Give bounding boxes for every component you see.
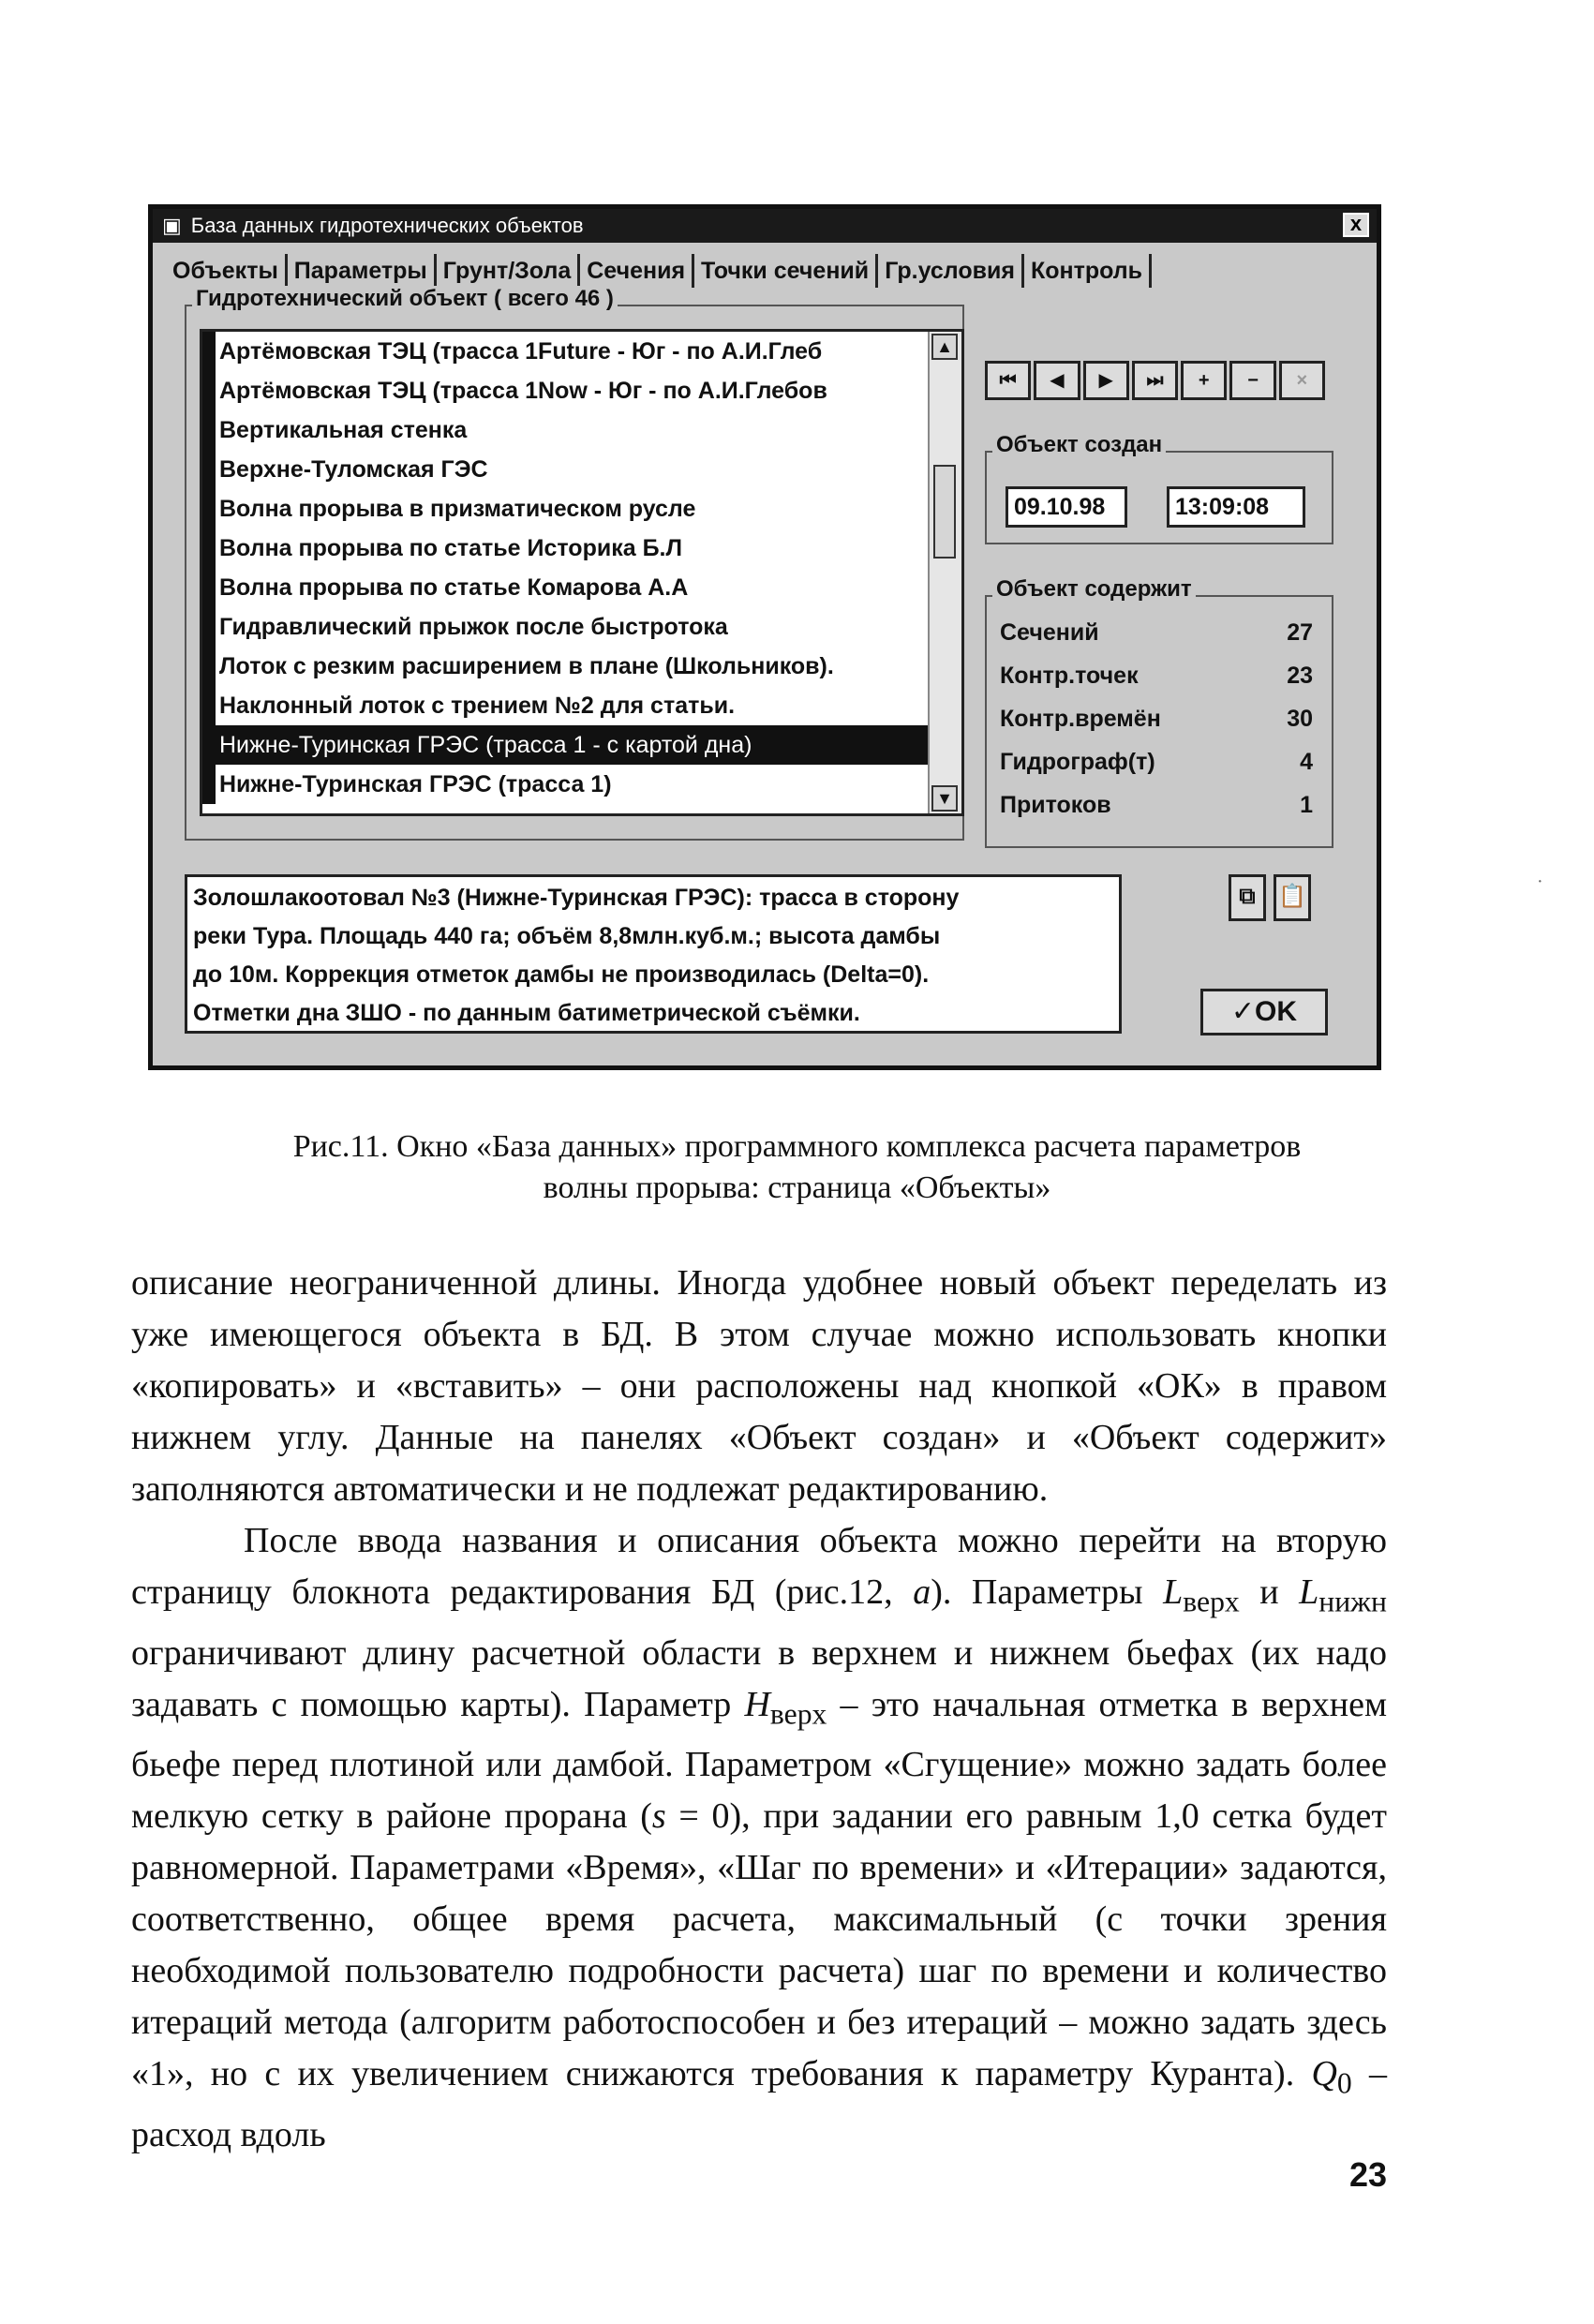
- tab-parameters[interactable]: Параметры: [288, 254, 437, 288]
- list-item[interactable]: Артёмовская ТЭЦ (трасса 1Future - Юг - по А.И.Глеб: [202, 332, 930, 371]
- first-record-button[interactable]: ⏮: [985, 361, 1031, 400]
- object-created-group: [985, 432, 1333, 544]
- body-text: [131, 1258, 1387, 2161]
- tab-objects[interactable]: Объекты: [166, 254, 288, 288]
- database-window: [148, 204, 1381, 1070]
- delete-record-button[interactable]: −: [1229, 361, 1275, 400]
- list-item[interactable]: Верхне-Туломская ГЭС: [202, 450, 930, 489]
- objects-listbox[interactable]: [200, 329, 964, 816]
- stat-label: Контр.времён: [1000, 706, 1161, 732]
- subscript: 0: [1336, 2066, 1352, 2100]
- stat-row-inflows: [1000, 786, 1318, 824]
- caption-line-2: волны прорыва: страница «Объекты»: [543, 1170, 1051, 1205]
- paragraph-2: [131, 1515, 1387, 2161]
- last-record-button[interactable]: ⏭: [1132, 361, 1178, 400]
- list-item[interactable]: Гидравлический прыжок после быстротока: [202, 607, 930, 647]
- list-scrollbar[interactable]: [928, 332, 961, 813]
- list-item[interactable]: Волна прорыва по статье Историка Б.Л: [202, 529, 930, 568]
- stat-row-hydrograph: [1000, 743, 1318, 781]
- cancel-record-button[interactable]: ×: [1279, 361, 1325, 400]
- paste-icon: 📋: [1278, 884, 1306, 909]
- list-item[interactable]: Наклонный лоток с трением №2 для статьи.: [202, 686, 930, 725]
- record-navigator: [985, 361, 1328, 402]
- stat-label: Притоков: [1000, 792, 1111, 818]
- object-created-label: Объект создан: [992, 432, 1166, 458]
- stat-value: 4: [1300, 749, 1313, 775]
- text-run: ограничивают длину расчетной области в верхнем и нижнем бьефах (их надо задавать с помощью карты). Параметр: [131, 1632, 1387, 1724]
- stat-row-sections: [1000, 614, 1318, 651]
- scan-artifact: ·: [1537, 872, 1543, 892]
- next-record-button[interactable]: ▶: [1083, 361, 1129, 400]
- description-memo[interactable]: Золошлакоотовал №3 (Нижне-Туринская ГРЭС): трасса в сторону реки Тура. Площадь 440 га; объём 8,8млн.куб.м.; высота дамбы до 10м. Коррекция отметок дамбы не производилась (Delta=0). Отметки дна ЗШО - по данным батиметрической съёмки.: [185, 874, 1122, 1034]
- stat-label: Контр.точек: [1000, 663, 1139, 689]
- tab-strip: [166, 254, 1363, 288]
- stat-value: 23: [1287, 663, 1313, 689]
- stat-value: 1: [1300, 792, 1313, 818]
- tab-control[interactable]: Контроль: [1024, 254, 1152, 288]
- objects-group: [185, 286, 964, 841]
- tab-section-points[interactable]: Точки сечений: [694, 254, 878, 288]
- figure-caption: [131, 1126, 1463, 1209]
- tab-soil[interactable]: Грунт/Зола: [437, 254, 580, 288]
- text-run: и: [1239, 1572, 1300, 1612]
- text-run: – это начальная отметка в верхнем бьефе перед плотиной или дамбой. Параметром «Сгущение» можно задать более мелкую сетку в районе прорана (: [131, 1684, 1387, 1837]
- close-button[interactable]: x: [1343, 213, 1369, 237]
- subscript: нижн: [1318, 1585, 1387, 1618]
- scroll-thumb[interactable]: [933, 465, 956, 559]
- tab-sections[interactable]: Сечения: [580, 254, 694, 288]
- scroll-down-arrow-icon[interactable]: ▼: [931, 785, 958, 812]
- list-item[interactable]: Лоток с резким расширением в плане (Школьников).: [202, 647, 930, 686]
- list-item[interactable]: Волна прорыва по статье Комарова А.А: [202, 568, 930, 607]
- symbol-Q: Q: [1311, 2054, 1337, 2094]
- list-item[interactable]: Артёмовская ТЭЦ (трасса 1Now - Юг - по А.И.Глебов: [202, 371, 930, 410]
- text-run: ). Параметры: [931, 1572, 1164, 1612]
- tab-boundary-conditions[interactable]: Гр.условия: [878, 254, 1024, 288]
- copy-icon: ⧉: [1239, 884, 1256, 909]
- prior-record-button[interactable]: ◀: [1034, 361, 1080, 400]
- symbol-L: L: [1163, 1572, 1184, 1612]
- created-time-field: 13:09:08: [1167, 486, 1305, 528]
- stat-row-control-times: [1000, 700, 1318, 737]
- stat-value: 27: [1287, 619, 1313, 646]
- symbol-s: s: [651, 1796, 666, 1837]
- stat-label: Гидрограф(т): [1000, 749, 1155, 775]
- list-item[interactable]: Нижне-Туринская ГРЭС (трасса 1): [202, 765, 930, 804]
- page-number: 23: [1348, 2155, 1387, 2194]
- symbol-L: L: [1299, 1572, 1319, 1612]
- text-run: После ввода названия и описания объекта можно перейти на вторую страницу блокнота редактирования БД (рис.12,: [131, 1521, 1387, 1612]
- text-run-italic: а: [913, 1572, 931, 1612]
- paste-button[interactable]: [1274, 874, 1311, 921]
- stat-row-control-points: [1000, 657, 1318, 694]
- object-contains-group: [985, 576, 1333, 848]
- subscript: верх: [769, 1697, 827, 1731]
- ok-button[interactable]: ✓OK: [1200, 989, 1328, 1035]
- scroll-up-arrow-icon[interactable]: ▲: [931, 334, 958, 360]
- copy-button[interactable]: [1229, 874, 1266, 921]
- stat-value: 30: [1287, 706, 1313, 732]
- insert-record-button[interactable]: +: [1181, 361, 1227, 400]
- stat-label: Сечений: [1000, 619, 1099, 646]
- list-item-selected[interactable]: Нижне-Туринская ГРЭС (трасса 1 - с картой дна): [202, 725, 930, 765]
- text-run: = 0), при задании его равным 1,0 сетка будет равномерной. Параметрами «Время», «Шаг по времени» и «Итерации» задаются, соответственно, общее время расчета, максимальный (с точки зрения необходимой пользователю подробности расчета) шаг по времени и количество итераций метода (алгоритм работоспособен и без итераций – можно задать здесь «1», но с их увеличением снижаются требования к параметру Куранта).: [131, 1796, 1387, 2094]
- object-contains-label: Объект содержит: [992, 576, 1196, 603]
- subscript: верх: [1183, 1585, 1240, 1618]
- list-item[interactable]: Вертикальная стенка: [202, 410, 930, 450]
- text-run: – расход вдоль: [131, 2054, 1387, 2154]
- list-item[interactable]: Волна прорыва в призматическом русле: [202, 489, 930, 529]
- symbol-H: H: [744, 1684, 770, 1724]
- created-date-field: 09.10.98: [1006, 486, 1127, 528]
- paragraph-1: описание неограниченной длины. Иногда удобнее новый объект переделать из уже имеющегося объекта в БД. В этом случае можно использовать кнопки «копировать» и «вставить» – они расположены над кнопкой «ОК» в правом нижнем углу. Данные на панелях «Объект создан» и «Объект содержит» заполняются автоматически и не подлежат редактированию.: [131, 1263, 1387, 1509]
- window-title: База данных гидротехнических объектов: [190, 214, 584, 237]
- caption-line-1: Рис.11. Окно «База данных» программного комплекса расчета параметров: [292, 1129, 1302, 1164]
- app-icon: ▣: [162, 214, 182, 237]
- objects-group-label: Гидротехнический объект ( всего 46 ): [192, 286, 618, 312]
- window-titlebar: [153, 209, 1377, 243]
